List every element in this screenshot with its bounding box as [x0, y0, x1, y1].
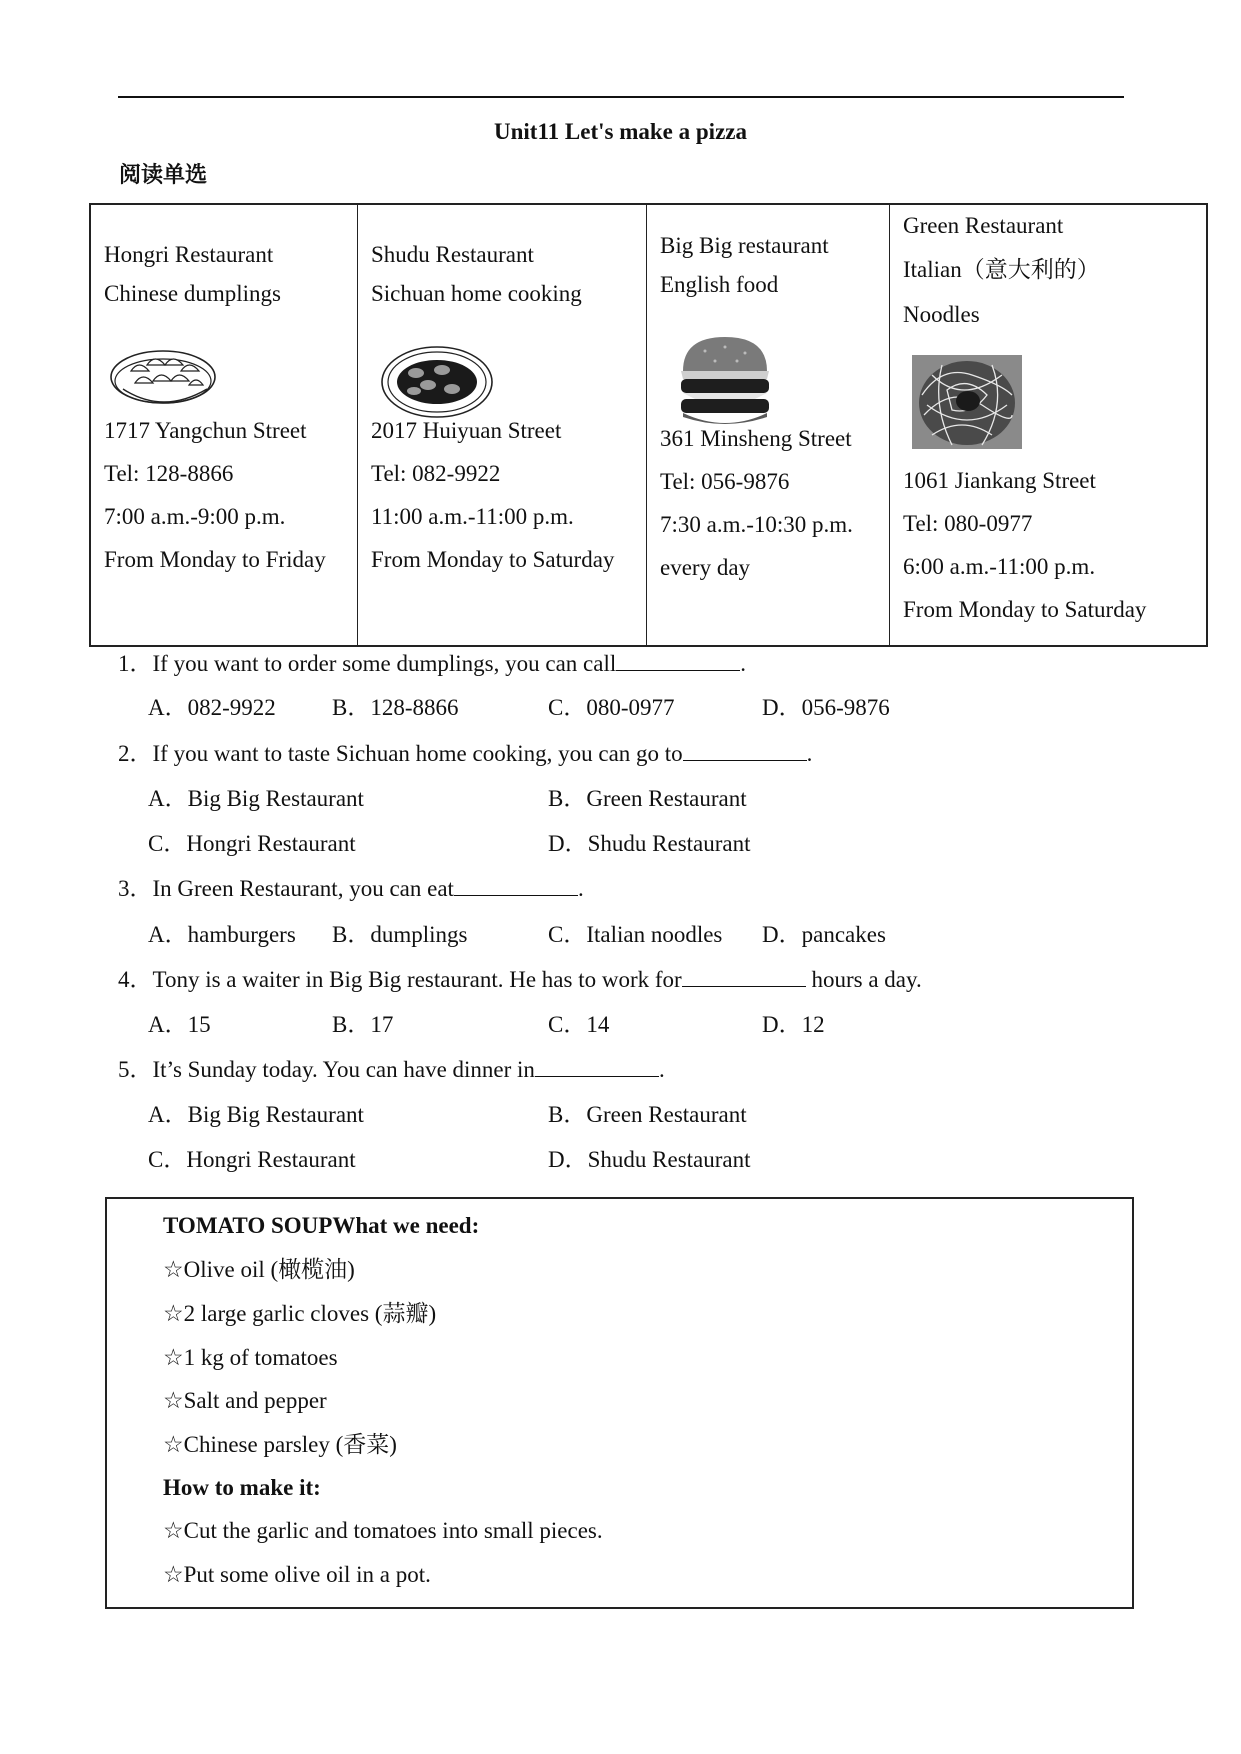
restaurant-hours: 7:30 a.m.-10:30 p.m.: [660, 512, 853, 537]
ingredient-item: ☆Chinese parsley (香菜): [163, 1432, 397, 1457]
question-text: 4．Tony is a waiter in Big Big restaurant. He has to work for: [118, 967, 682, 992]
noodles-icon: [912, 355, 1022, 449]
question-2-option-a[interactable]: A．Big Big Restaurant: [148, 786, 364, 811]
question-2-option-c[interactable]: C．Hongri Restaurant: [148, 831, 356, 856]
question-1-option-d[interactable]: D．056-9876: [762, 695, 890, 720]
answer-blank[interactable]: [454, 875, 578, 896]
question-4-option-c[interactable]: C．14: [548, 1012, 610, 1037]
restaurant-cuisine: Sichuan home cooking: [371, 281, 582, 306]
restaurant-cuisine: Italian（意大利的）: [903, 257, 1100, 282]
restaurant-tel: Tel: 082-9922: [371, 461, 501, 486]
restaurant-cell-bigbig: [647, 205, 890, 645]
question-5-option-c[interactable]: C．Hongri Restaurant: [148, 1147, 356, 1172]
restaurant-name: Shudu Restaurant: [371, 242, 534, 267]
question-2-option-d[interactable]: D．Shudu Restaurant: [548, 831, 751, 856]
answer-blank[interactable]: [616, 650, 740, 671]
question-3-option-b[interactable]: B．dumplings: [332, 922, 468, 947]
question-1-option-a[interactable]: A．082-9922: [148, 695, 276, 720]
restaurant-name: Hongri Restaurant: [104, 242, 274, 267]
question-text-end: .: [577, 876, 584, 901]
ingredient-item: ☆1 kg of tomatoes: [163, 1345, 338, 1370]
restaurant-address: 1717 Yangchun Street: [104, 418, 307, 443]
stir-fry-plate-icon: [380, 345, 494, 419]
question-1-option-c[interactable]: C．080-0977: [548, 695, 675, 720]
question-text-end: hours a day.: [805, 967, 922, 992]
restaurant-cell-shudu: [358, 205, 647, 645]
answer-blank[interactable]: [683, 740, 807, 761]
answer-blank[interactable]: [682, 966, 806, 987]
restaurant-address: 361 Minsheng Street: [660, 426, 852, 451]
ingredient-item: ☆Salt and pepper: [163, 1388, 327, 1413]
recipe-heading: TOMATO SOUPWhat we need:: [163, 1213, 480, 1238]
question-1-stem: [118, 650, 746, 678]
restaurant-tel: Tel: 128-8866: [104, 461, 234, 486]
restaurant-table: [89, 203, 1208, 647]
restaurant-address: 1061 Jiankang Street: [903, 468, 1096, 493]
dumplings-plate-icon: [109, 345, 217, 411]
question-text-end: .: [658, 1057, 665, 1082]
restaurant-cuisine: English food: [660, 272, 779, 297]
restaurant-cuisine: Chinese dumplings: [104, 281, 281, 306]
question-5-option-d[interactable]: D．Shudu Restaurant: [548, 1147, 751, 1172]
question-2-stem: [118, 740, 812, 768]
restaurant-cuisine-noodles: Noodles: [903, 302, 980, 327]
question-3-option-d[interactable]: D．pancakes: [762, 922, 886, 947]
ingredient-item: ☆2 large garlic cloves (蒜瓣): [163, 1301, 437, 1326]
question-1-option-b[interactable]: B．128-8866: [332, 695, 459, 720]
restaurant-hours: 11:00 a.m.-11:00 p.m.: [371, 504, 574, 529]
restaurant-tel: Tel: 080-0977: [903, 511, 1033, 536]
restaurant-days: every day: [660, 555, 751, 580]
restaurant-name: Green Restaurant: [903, 213, 1064, 238]
restaurant-days: From Monday to Saturday: [903, 597, 1147, 622]
question-text: 2．If you want to taste Sichuan home cooking, you can go to: [118, 741, 683, 766]
answer-blank[interactable]: [535, 1056, 659, 1077]
question-text-end: .: [740, 651, 746, 676]
question-4-option-b[interactable]: B．17: [332, 1012, 394, 1037]
restaurant-tel: Tel: 056-9876: [660, 469, 790, 494]
recipe-box: [105, 1197, 1134, 1609]
hamburger-icon: [675, 333, 775, 429]
restaurant-cell-green: [890, 205, 1206, 645]
question-3-option-a[interactable]: A．hamburgers: [148, 922, 296, 947]
page-title: Unit11 Let's make a pizza: [494, 119, 747, 144]
steps-heading: How to make it:: [163, 1475, 321, 1500]
question-5-stem: [118, 1056, 665, 1084]
question-5-option-b[interactable]: B．Green Restaurant: [548, 1102, 747, 1127]
question-5-option-a[interactable]: A．Big Big Restaurant: [148, 1102, 364, 1127]
question-3-stem: [118, 875, 584, 903]
question-text: 3．In Green Restaurant, you can eat: [118, 876, 454, 901]
restaurant-address: 2017 Huiyuan Street: [371, 418, 562, 443]
question-text: 5．It’s Sunday today. You can have dinner in: [118, 1057, 535, 1082]
header-rule: [118, 96, 1124, 98]
restaurant-hours: 7:00 a.m.-9:00 p.m.: [104, 504, 286, 529]
question-3-option-c[interactable]: C．Italian noodles: [548, 922, 723, 947]
question-text: 1．If you want to order some dumplings, you can call: [118, 651, 617, 676]
restaurant-cell-hongri: [91, 205, 358, 645]
restaurant-days: From Monday to Friday: [104, 547, 326, 572]
section-label: 阅读单选: [119, 163, 208, 188]
restaurant-days: From Monday to Saturday: [371, 547, 615, 572]
step-item: ☆Put some olive oil in a pot.: [163, 1562, 431, 1587]
question-text-end: .: [806, 741, 813, 766]
question-4-option-d[interactable]: D．12: [762, 1012, 825, 1037]
question-4-stem: [118, 966, 922, 994]
ingredient-item: ☆Olive oil (橄榄油): [163, 1257, 355, 1282]
question-2-option-b[interactable]: B．Green Restaurant: [548, 786, 747, 811]
question-4-option-a[interactable]: A．15: [148, 1012, 211, 1037]
restaurant-name: Big Big restaurant: [660, 233, 829, 258]
step-item: ☆Cut the garlic and tomatoes into small pieces.: [163, 1518, 603, 1543]
restaurant-hours: 6:00 a.m.-11:00 p.m.: [903, 554, 1096, 579]
